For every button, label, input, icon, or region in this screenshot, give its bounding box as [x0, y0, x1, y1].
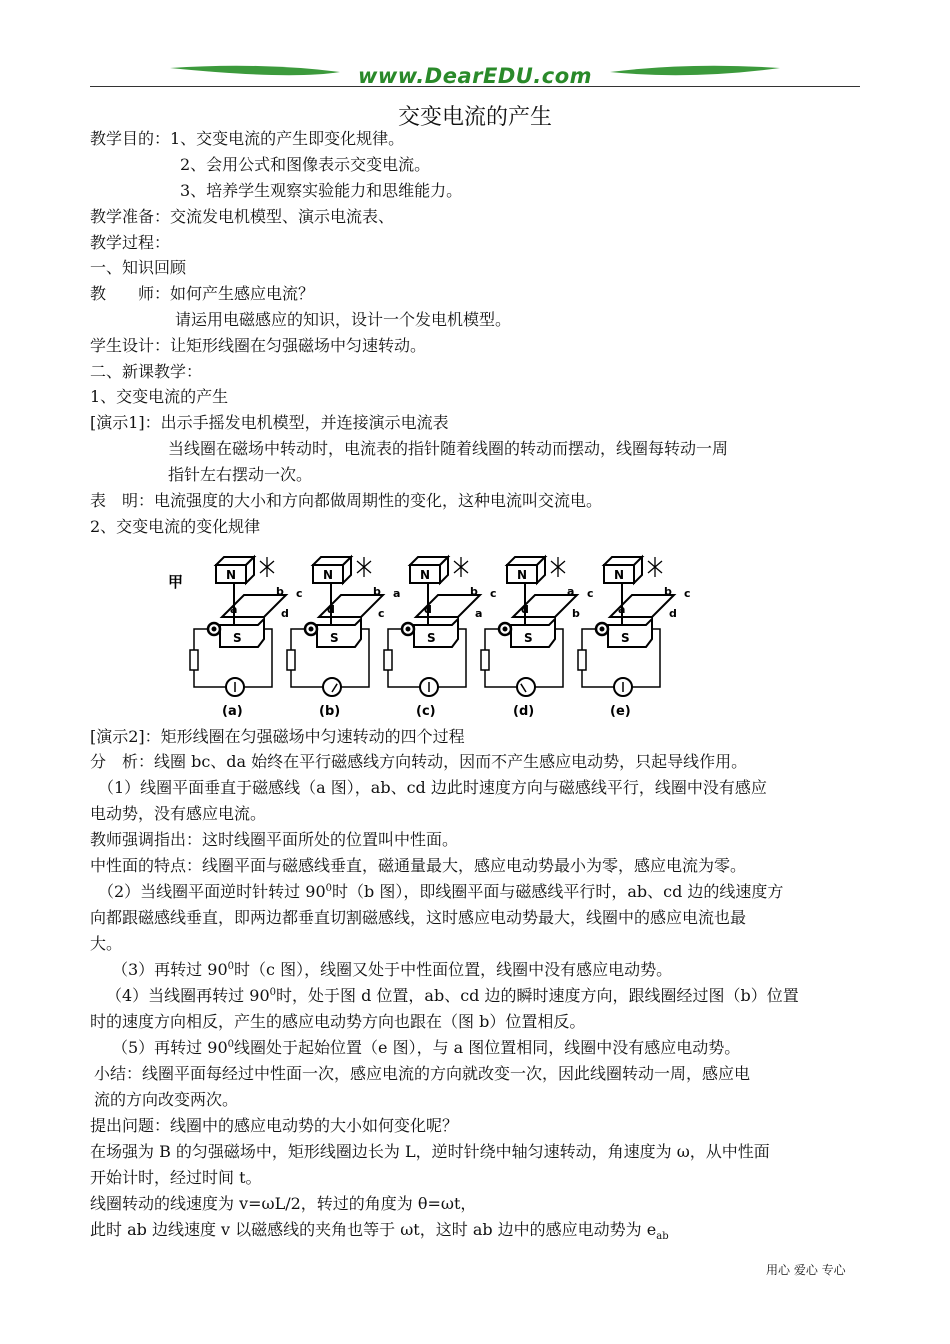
line-indicates: 表 明：电流强度的大小和方向都做周期性的变化，这种电流叫交流电。	[90, 491, 603, 510]
coil-corner-label: a	[230, 603, 238, 616]
slip-ring-hub	[503, 627, 508, 632]
panel-label: (a)	[222, 704, 243, 719]
pole-n-label: N	[614, 568, 625, 582]
coil-corner-label: c	[490, 587, 497, 600]
figure-panel-2	[287, 557, 400, 719]
generator-figure	[160, 555, 691, 720]
line-setup: 在场强为 B 的匀强磁场中，矩形线圈边长为 L，逆时针绕中轴匀速转动，角速度为 ω，从中性面	[90, 1142, 770, 1161]
coil-corner-label: d	[281, 607, 289, 620]
line-emf: 此时 ab 边线速度 v 以磁感线的夹角也等于 ωt，这时 ab 边中的感应电动势为 $e_{ab}$	[90, 1220, 669, 1243]
magnet-s-block	[608, 619, 652, 647]
line-case-4: （4）当线圈再转过 $90^0$时，处于图 d 位置，ab、cd 边的瞬时速度方向，跟线圈经过图（b）位置	[106, 986, 799, 1005]
direction-marker-icon	[551, 557, 565, 577]
figure-tag: 甲	[168, 573, 184, 591]
slip-ring-hub	[600, 627, 605, 632]
pole-s-label: S	[330, 631, 339, 645]
resistor	[481, 650, 489, 670]
resistor	[384, 650, 392, 670]
pole-n-label: N	[517, 568, 528, 582]
resistor	[190, 650, 198, 670]
magnet-s-block	[317, 619, 361, 647]
line-analysis: 分 析：线圈 bc、da 始终在平行磁感线方向转动，因而不产生感应电动势，只起导线作用。	[90, 752, 748, 771]
coil-corner-label: a	[475, 607, 483, 620]
line-demo-1-desc-2: 指针左右摆动一次。	[168, 465, 313, 484]
line-section-1: 一、知识回顾	[90, 258, 187, 277]
slip-ring-hub	[406, 627, 411, 632]
line-demo-2: [演示2]：矩形线圈在匀强磁场中匀速转动的四个过程	[90, 727, 465, 746]
coil-corner-label: b	[373, 585, 381, 598]
line-demo-1-desc: 当线圈在磁场中转动时，电流表的指针随着线圈的转动而摆动，线圈每转动一周	[168, 439, 729, 458]
figure-panel-4	[481, 557, 594, 719]
line-objective-2: 2、会用公式和图像表示交变电流。	[180, 155, 431, 174]
ammeter-icon	[323, 678, 341, 696]
direction-marker-icon	[260, 557, 274, 577]
coil-corner-label: c	[378, 607, 385, 620]
line-section-2: 二、新课教学：	[90, 362, 203, 381]
slip-ring-hub	[212, 627, 217, 632]
pole-s-label: S	[427, 631, 436, 645]
coil-corner-label: c	[587, 587, 594, 600]
coil-corner-label: c	[684, 587, 691, 600]
line-student: 学生设计：让矩形线圈在匀强磁场中匀速转动。	[90, 336, 427, 355]
line-demo-1: [演示1]：出示手摇发电机模型，并连接演示电流表	[90, 413, 449, 432]
direction-marker-icon	[648, 557, 662, 577]
header-rule	[90, 86, 860, 87]
pole-n-label: N	[226, 568, 237, 582]
line-case-2: （2）当线圈平面逆时针转过 $90^0$时（b 图），即线圈平面与磁感线平行时，ab、cd 边的线速度方	[98, 882, 784, 901]
line-sub-1: 1、交变电流的产生	[90, 387, 229, 406]
coil-corner-label: b	[572, 607, 580, 620]
coil-corner-label: d	[424, 603, 432, 616]
line-preparation: 教学准备：交流发电机模型、演示电流表、	[90, 207, 395, 226]
line-summary: 小结：线圈平面每经过中性面一次，感应电流的方向就改变一次，因此线圈转动一周，感应电	[94, 1064, 751, 1083]
line-teacher: 教 师：如何产生感应电流？	[90, 284, 315, 303]
site-logo[interactable]: www.DearEDU.com	[357, 64, 593, 88]
line-case-2b: 向都跟磁感线垂直，即两边都垂直切割磁感线，这时感应电动势最大，线圈中的感应电流也最	[90, 908, 747, 927]
line-setup-b: 开始计时，经过时间 t。	[90, 1168, 262, 1187]
line-summary-b: 流的方向改变两次。	[94, 1090, 239, 1109]
direction-marker-icon	[454, 557, 468, 577]
coil-corner-label: a	[393, 587, 401, 600]
line-teacher-2: 请运用电磁感应的知识，设计一个发电机模型。	[175, 310, 512, 329]
line-process: 教学过程：	[90, 233, 171, 252]
line-question: 提出问题：线圈中的感应电动势的大小如何变化呢？	[90, 1116, 459, 1135]
line-case-3: （3）再转过 $90^0$时（c 图），线圈又处于中性面位置，线圈中没有感应电动势。	[112, 960, 673, 979]
magnet-s-block	[414, 619, 458, 647]
coil-corner-label: a	[567, 585, 575, 598]
pole-s-label: S	[524, 631, 533, 645]
line-velocity: 线圈转动的线速度为 v=ωL/2，转过的角度为 θ=ωt，	[90, 1194, 477, 1213]
direction-marker-icon	[357, 557, 371, 577]
line-sub-2: 2、交变电流的变化规律	[90, 517, 261, 536]
footer-motto: 用心 爱心 专心	[766, 1263, 846, 1277]
panel-label: (d)	[513, 704, 535, 719]
panel-label: (c)	[416, 704, 436, 719]
line-case-2c: 大。	[90, 934, 123, 953]
panel-label: (e)	[610, 704, 631, 719]
coil-corner-label: b	[276, 585, 284, 598]
coil-corner-label: d	[521, 603, 529, 616]
line-case-4b: 时的速度方向相反，产生的感应电动势方向也跟在（图 b）位置相反。	[90, 1012, 586, 1031]
magnet-s-block	[220, 619, 264, 647]
coil-corner-label: d	[669, 607, 677, 620]
figure-panel-1	[190, 557, 303, 719]
ammeter-icon	[517, 678, 535, 696]
coil-corner-label: a	[618, 603, 626, 616]
coil-corner-label: b	[470, 585, 478, 598]
magnet-s-block	[511, 619, 555, 647]
figure-panel-5	[578, 557, 691, 719]
pole-n-label: N	[323, 568, 334, 582]
slip-ring-hub	[309, 627, 314, 632]
pole-n-label: N	[420, 568, 431, 582]
pole-s-label: S	[621, 631, 630, 645]
coil-corner-label: b	[664, 585, 672, 598]
coil-corner-label: d	[327, 603, 335, 616]
document-title: 交变电流的产生	[397, 105, 552, 130]
coil-corner-label: c	[296, 587, 303, 600]
line-neutral-plane: 中性面的特点：线圈平面与磁感线垂直，磁通量最大，感应电动势最小为零，感应电流为零。	[90, 856, 747, 875]
figure-panel-3	[384, 557, 497, 719]
line-objective-1: 教学目的：1、交变电流的产生即变化规律。	[90, 129, 405, 148]
pole-s-label: S	[233, 631, 242, 645]
line-case-1: （1）线圈平面垂直于磁感线（a 图），ab、cd 边此时速度方向与磁感线平行，线圈中没有感应	[98, 778, 767, 797]
panel-label: (b)	[319, 704, 341, 719]
line-case-1b: 电动势，没有感应电流。	[90, 804, 267, 823]
line-case-5: （5）再转过 $90^0$线圈处于起始位置（e 图），与 a 图位置相同，线圈中没有感应电动势。	[112, 1038, 741, 1057]
line-objective-3: 3、培养学生观察实验能力和思维能力。	[180, 181, 463, 200]
resistor	[287, 650, 295, 670]
line-emphasis: 教师强调指出：这时线圈平面所处的位置叫中性面。	[90, 830, 459, 849]
resistor	[578, 650, 586, 670]
